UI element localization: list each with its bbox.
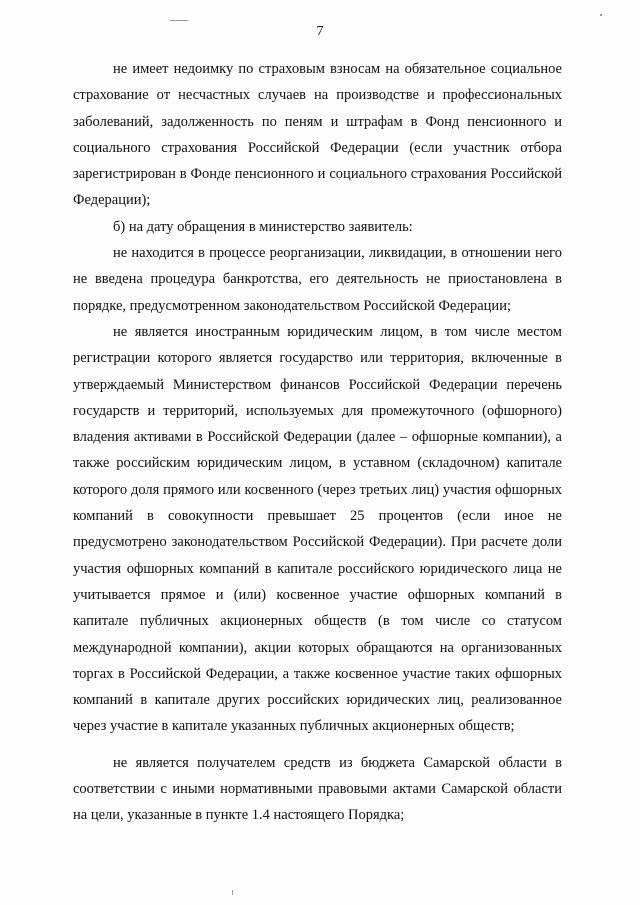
paragraph-applicant-heading: б) на дату обращения в министерство заявитель: [113,218,413,235]
scan-artifact [232,890,233,895]
scan-artifact [170,20,188,21]
page-number: 7 [316,24,324,39]
paragraph-reorganization: не находится в процессе реорганизации, ликвидации, в отношении него не введена процедура банкротства, его деятельность не приостановлена в порядке, предусмотренном законодательством Российской Федерации; [73,245,562,314]
paragraph-insurance-debt: не имеет недоимку по страховым взносам на обязательное социальное страхование от несчастных случаев на производстве и профессиональных заболеваний, задолженность по пеням и штрафам в Фонд пенсионного и социального страхования Российской Федерации (если участник отбора зарегистрирован в Фонде пенсионного и социального страхования Российской Федерации); [73,61,562,209]
document-body [73,56,562,829]
paragraph-budget-recipient: не является получателем средств из бюджета Самарской области в соответствии с иными нормативными правовыми актами Самарской области на цели, указанные в пункте 1.4 настоящего Порядка; [73,754,562,824]
paragraph-offshore: не является иностранным юридическим лицом, в том числе местом регистрации которого является государство или территория, включенные в утверждаемый Министерством финансов Российской Федерации перечень государств и территорий, используемых для промежуточного (офшорного) владения активами в Российской Федерации (далее – офшорные компании), а также российским юридическим лицом, в уставном (складочном) капитале которого доля прямого или косвенного (через третьих лиц) участия офшорных компаний в совокупности превышает 25 процентов (если иное не предусмотрено законодательством Российской Федерации). При расчете доли участия офшорных компаний в капитале российского юридического лица не учитывается прямое и (или) косвенное участие офшорных компаний в капитале публичных акционерных обществ (в том числе со статусом международной компании), акции которых обращаются на организованных торгах в Российской Федерации, а также косвенное участие таких офшорных компаний в капитале других российских юридических лиц, реализованное через участие в капитале указанных публичных акционерных обществ; [73,323,562,735]
scan-artifact [600,14,602,16]
